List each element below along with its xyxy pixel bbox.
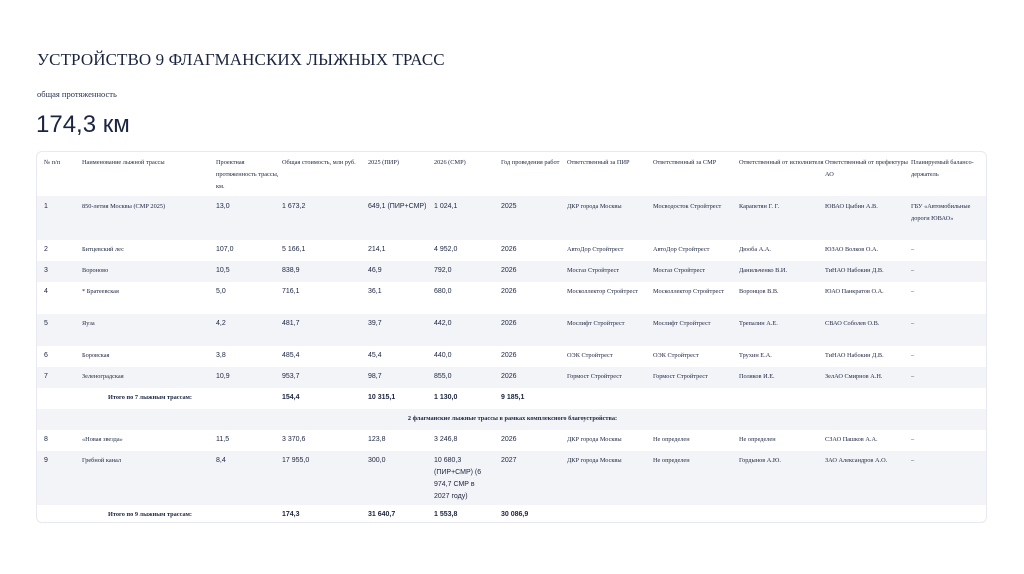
cell-prefecture: СЗАО Пашков А.А. <box>825 436 878 443</box>
cell-resp-pir: ДКР города Москвы <box>567 436 622 443</box>
table-row <box>37 367 987 388</box>
cell-executor: Данильченко В.И. <box>739 261 825 282</box>
cell-2025: 46,9 <box>368 261 434 282</box>
cell-year: 2027 <box>501 451 567 505</box>
cell-holder: – <box>911 314 987 346</box>
header-name: Наименование лыжной трассы <box>82 159 165 166</box>
cell-name: Зеленоградская <box>82 367 216 388</box>
cell-holder: – <box>911 261 987 282</box>
cell-name: 850-летия Москвы (СМР 2025) <box>82 196 216 240</box>
cell-2025: 649,1 (ПИР+СМР) <box>368 196 434 240</box>
cell-holder: – <box>911 246 915 253</box>
cell-prefecture: ТиНАО Набокин Д.В. <box>825 261 911 282</box>
table-header <box>37 152 987 196</box>
cell-executor: Воронцов В.В. <box>739 288 779 295</box>
cell-prefecture: ТиНАО Набокин Д.В. <box>825 352 884 359</box>
cell-resp-pir: Мослифт Стройтрест <box>567 314 653 346</box>
header-length: Проектная протяженность трассы, км. <box>216 159 279 190</box>
cell-2026: 792,0 <box>434 261 501 282</box>
cell-length: 4,2 <box>216 314 282 346</box>
cell-name: «Новая звезда» <box>82 436 123 443</box>
total-length: 174,3 км <box>36 111 130 138</box>
cell-prefecture: ЮЗАО Волков О.А. <box>825 246 879 253</box>
subtitle: общая протяженность <box>37 89 117 99</box>
cell-holder: ГБУ «Автомобильные дороги ЮВАО» <box>911 196 987 240</box>
header-prefecture: Ответственный от префектуры АО <box>825 159 908 178</box>
cell-year: 2026 <box>501 288 517 295</box>
header-resp-smr: Ответственный за СМР <box>653 159 717 166</box>
cell-executor: Поляков И.Е. <box>739 367 825 388</box>
table-row <box>37 314 987 346</box>
cell-cost: 481,7 <box>282 314 368 346</box>
table-row <box>37 282 987 314</box>
cell-resp-smr: Не определен <box>653 436 690 443</box>
cell-prefecture: ЮАО Панкратов О.А. <box>825 288 884 295</box>
cell-resp-pir: Гормост Стройтрест <box>567 367 653 388</box>
section-label: 2 флагманские лыжные трассы в рамках комплексного благоустройства: <box>37 409 987 430</box>
cell-num: 1 <box>37 196 82 240</box>
subtotal-2025: 1 130,0 <box>434 394 458 401</box>
cell-2026: 855,0 <box>434 367 501 388</box>
cell-num: 8 <box>44 436 48 443</box>
cell-year: 2026 <box>501 261 567 282</box>
cell-2025: 123,8 <box>368 436 386 443</box>
table-row <box>37 451 987 505</box>
cell-executor: Трепалин А.Е. <box>739 314 825 346</box>
cell-executor: Гордынов А.Ю. <box>739 451 825 505</box>
cell-2026: 680,0 <box>434 288 452 295</box>
cell-cost: 5 166,1 <box>282 246 306 253</box>
subtotal-row <box>37 388 987 409</box>
cell-holder: – <box>911 352 915 359</box>
total-label: Итого по 9 лыжным трассам: <box>108 511 192 518</box>
cell-cost: 953,7 <box>282 367 368 388</box>
section-row <box>37 409 987 430</box>
header-resp-pir: Ответственный за ПИР <box>567 159 630 166</box>
cell-prefecture: ЗАО Александров А.О. <box>825 451 911 505</box>
cell-resp-pir: ДКР города Москвы <box>567 196 653 240</box>
header-holder: Планируемый балансо-держатель <box>911 159 974 178</box>
cell-prefecture: ЗелАО Смирнов А.Н. <box>825 367 911 388</box>
cell-resp-pir: ДКР города Москвы <box>567 451 653 505</box>
cell-num: 9 <box>37 451 82 505</box>
subtotal-label: Итого по 7 лыжным трассам: <box>108 394 192 401</box>
cell-2025: 98,7 <box>368 367 434 388</box>
cell-2025: 45,4 <box>368 352 382 359</box>
header-cost: Общая стоимость, млн руб. <box>282 159 356 166</box>
cell-resp-smr: ОЭК Стройтрест <box>653 352 699 359</box>
cell-2026: 3 246,8 <box>434 436 458 443</box>
cell-length: 11,5 <box>216 436 230 443</box>
cell-cost: 716,1 <box>282 288 300 295</box>
header-2025: 2025 (ПИР) <box>368 159 399 166</box>
cell-name: Боровская <box>82 352 110 359</box>
cell-num: 4 <box>44 288 48 295</box>
cell-holder: – <box>911 367 987 388</box>
cell-name: Вороново <box>82 261 216 282</box>
total-length-cell: 174,3 <box>282 511 300 518</box>
cell-holder: – <box>911 288 915 295</box>
cell-2025: 300,0 <box>368 451 434 505</box>
cell-2025: 36,1 <box>368 288 382 295</box>
cell-name: Яуза <box>82 314 216 346</box>
cell-cost: 838,9 <box>282 261 368 282</box>
cell-2026: 440,0 <box>434 352 452 359</box>
cell-length: 10,5 <box>216 261 282 282</box>
cell-resp-smr: Мосводосток Стройтрест <box>653 196 739 240</box>
total-2025: 1 553,8 <box>434 511 458 518</box>
cell-2026: 4 952,0 <box>434 246 458 253</box>
tracks-table <box>36 151 987 523</box>
subtotal-length: 154,4 <box>282 394 300 401</box>
cell-name: * Братеевская <box>82 288 119 295</box>
cell-num: 5 <box>37 314 82 346</box>
cell-resp-smr: Москоллектор Стройтрест <box>653 288 725 295</box>
cell-executor: Трухин Е.А. <box>739 352 772 359</box>
cell-2026: 442,0 <box>434 314 501 346</box>
cell-length: 8,4 <box>216 451 282 505</box>
cell-resp-pir: АвтоДор Стройтрест <box>567 246 624 253</box>
total-2026: 30 086,9 <box>501 511 529 518</box>
cell-resp-smr: Мосгаз Стройтрест <box>653 261 739 282</box>
cell-length: 13,0 <box>216 196 282 240</box>
cell-2026: 10 680,3 (ПИР+СМР) (6 974,7 СМР в 2027 году) <box>434 451 501 505</box>
cell-executor: Дюоба А.А. <box>739 246 771 253</box>
cell-holder: – <box>911 436 915 443</box>
cell-length: 5,0 <box>216 288 226 295</box>
cell-cost: 485,4 <box>282 352 300 359</box>
total-row <box>37 505 987 523</box>
cell-holder: – <box>911 451 987 505</box>
cell-year: 2026 <box>501 367 567 388</box>
cell-resp-pir: Мосгаз Стройтрест <box>567 261 653 282</box>
cell-prefecture: СВАО Соболев О.В. <box>825 314 911 346</box>
cell-resp-smr: Гормост Стройтрест <box>653 367 739 388</box>
cell-year: 2025 <box>501 196 567 240</box>
cell-year: 2026 <box>501 314 567 346</box>
header-2026: 2026 (СМР) <box>434 159 466 166</box>
subtotal-2026: 9 185,1 <box>501 394 525 401</box>
subtotal-cost: 10 315,1 <box>368 394 396 401</box>
header-executor: Ответственный от исполнителя <box>739 159 824 166</box>
cell-length: 10,9 <box>216 367 282 388</box>
cell-prefecture: ЮВАО Цыбин А.В. <box>825 196 911 240</box>
cell-name: Битцевский лес <box>82 246 124 253</box>
cell-resp-pir: ОЭК Стройтрест <box>567 352 613 359</box>
table-row <box>37 196 987 240</box>
table-row <box>37 430 987 451</box>
header-num: № п/п <box>44 159 61 166</box>
cell-year: 2026 <box>501 352 517 359</box>
table-row <box>37 346 987 367</box>
cell-cost: 17 955,0 <box>282 451 368 505</box>
cell-length: 107,0 <box>216 246 234 253</box>
cell-num: 6 <box>44 352 48 359</box>
table-row <box>37 240 987 261</box>
cell-executor: Не определен <box>739 436 776 443</box>
page-title: УСТРОЙСТВО 9 ФЛАГМАНСКИХ ЛЫЖНЫХ ТРАСС <box>37 50 445 69</box>
cell-resp-smr: АвтоДор Стройтрест <box>653 246 710 253</box>
cell-2025: 39,7 <box>368 314 434 346</box>
cell-name: Гребной канал <box>82 451 216 505</box>
cell-year: 2026 <box>501 246 517 253</box>
cell-num: 2 <box>44 246 48 253</box>
cell-resp-smr: Мослифт Стройтрест <box>653 314 739 346</box>
cell-cost: 3 370,6 <box>282 436 306 443</box>
cell-resp-smr: Не определен <box>653 451 739 505</box>
cell-cost: 1 673,2 <box>282 196 368 240</box>
cell-num: 7 <box>37 367 82 388</box>
table-row <box>37 261 987 282</box>
cell-num: 3 <box>37 261 82 282</box>
cell-2026: 1 024,1 <box>434 196 501 240</box>
cell-executor: Карапетян Г. Г. <box>739 196 825 240</box>
cell-2025: 214,1 <box>368 246 386 253</box>
cell-resp-pir: Москоллектор Стройтрест <box>567 288 639 295</box>
cell-length: 3,8 <box>216 352 226 359</box>
header-year: Год проведения работ <box>501 159 560 166</box>
cell-year: 2026 <box>501 436 517 443</box>
total-cost: 31 640,7 <box>368 511 396 518</box>
